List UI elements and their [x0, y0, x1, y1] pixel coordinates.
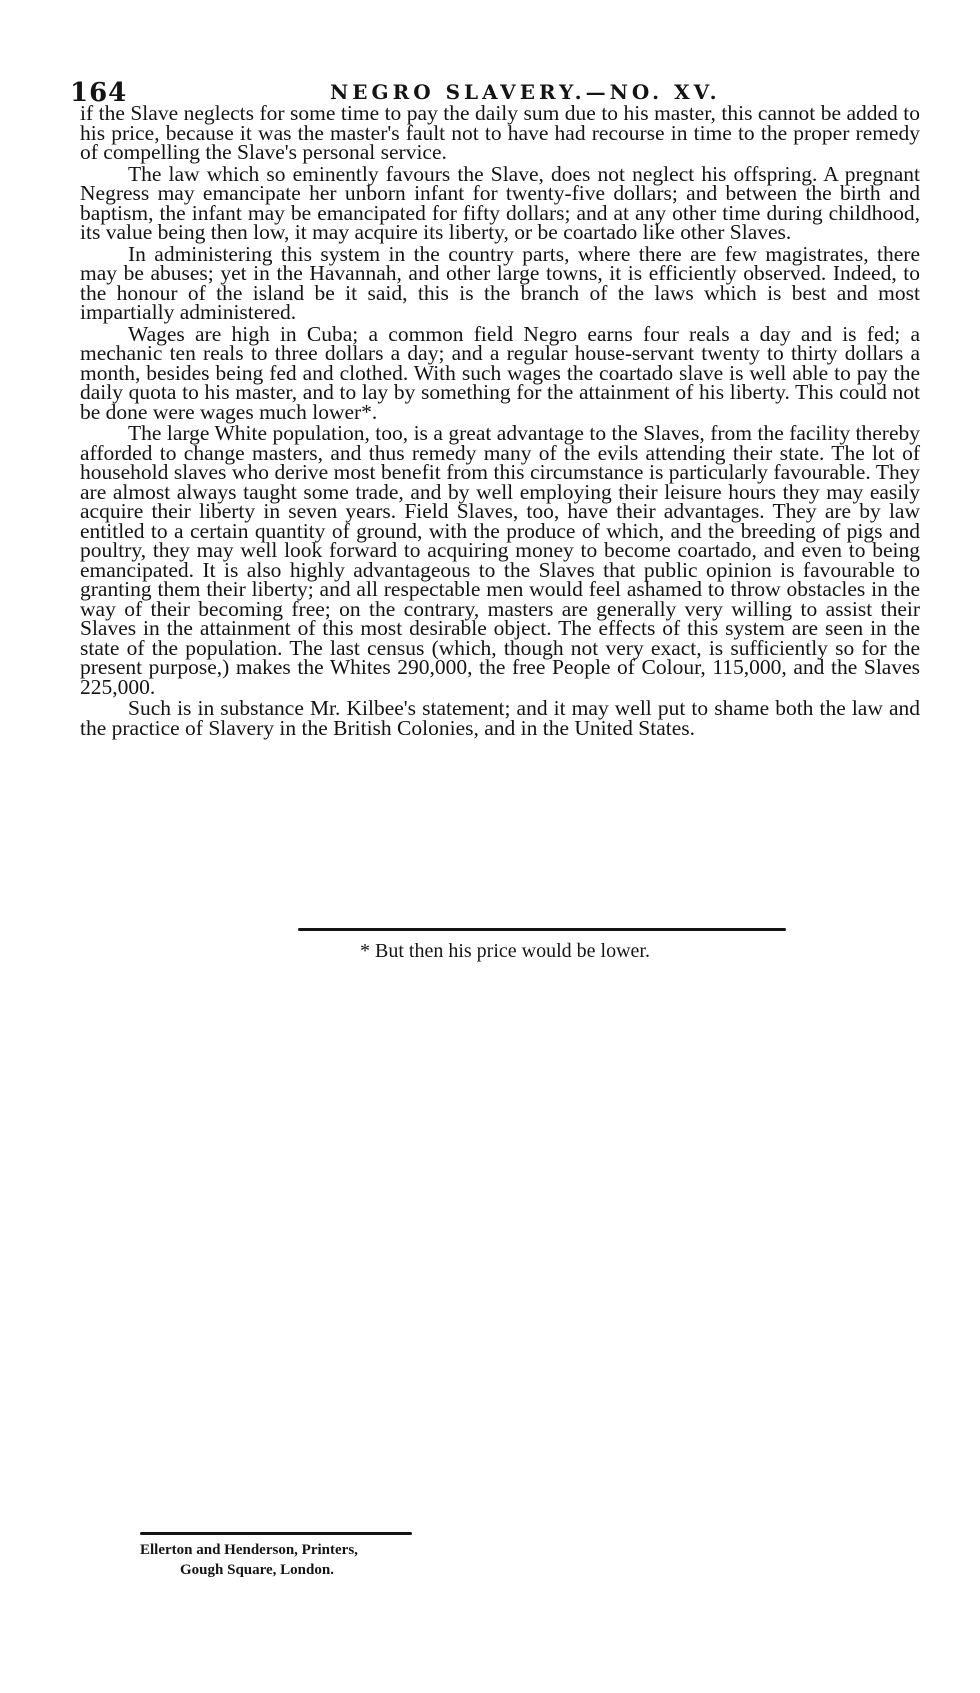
page-number: 164 [70, 78, 128, 108]
paragraph-wages: Wages are high in Cuba; a common field Negro earns four reals a day and is fed; a mechanic ten reals to three dollars a day; and a regular house-servant twenty to thirty dollars a month, besides being fed and clothed. With such wages the coartado slave is well able to pay the daily quota to his master, and to lay by something for the attainment of his liberty. This could not be done were wages much lower*. [80, 321, 920, 424]
paragraph-white-population: The large White population, too, is a great advantage to the Slaves, from the facility thereby afforded to change masters, and thus remedy many of the evils attending their state. The lot of household slaves who derive most benefit from this circumstance is particularly favourable. They are almost always taught some trade, and by well employing their leisure hours they may easily acquire their liberty in seven years. Field Slaves, too, have their advantages. They are by law entitled to a certain quantity of ground, with the produce of which, and the breeding of pigs and poultry, they may well look forward to acquiring money to become coartado, and even to being emancipated. It is also highly advantageous to the Slaves that public opinion is favourable to granting them their liberty; and all respectable men would feel ashamed to throw obstacles in the way of their becoming free; on the contrary, masters are generally very willing to assist their Slaves in the attainment of this most desirable object. The effects of this system are seen in the state of the population. The last census (which, though not very exact, is sufficiently so for the present purpose,) makes the Whites 290,000, the free People of Colour, 115,000, and the Slaves 225,000. [80, 421, 920, 699]
imprint-rule [140, 1532, 412, 1535]
paragraph-offspring: The law which so eminently favours the Slave, does not neglect his offspring. A pregnant Negress may emancipate her unborn infant for twenty-five dollars; and between the birth and baptism, the infant may be emancipated for fifty dollars; and at any other time during childhood, its value being then low, it may acquire its liberty, or be coartado like other Slaves. [80, 161, 920, 244]
imprint-line-address: Gough Square, London. [180, 1562, 334, 1578]
paragraph-continuation: if the Slave neglects for some time to pay the daily sum due to his master, this cannot be added to his price, because it was the master's fault not to have had recourse in time to the proper remedy of compelling the Slave's personal service. [80, 101, 920, 164]
body-text [80, 101, 920, 740]
footnote: * But then his price would be lower. [360, 940, 650, 962]
footnote-rule [298, 928, 786, 931]
paragraph-conclusion: Such is in substance Mr. Kilbee's statement; and it may well put to shame both the law and the practice of Slavery in the British Colonies, and in the United States. [80, 696, 920, 740]
paragraph-administration: In administering this system in the country parts, where there are few magistrates, there may be abuses; yet in the Havannah, and other large towns, it is efficiently observed. Indeed, to the honour of the island be it said, this is the branch of the laws which is best and most impartially administered. [80, 241, 920, 324]
running-title: NEGRO SLAVERY.—NO. XV. [330, 80, 721, 104]
printer-imprint [140, 1540, 430, 1580]
imprint-line-printers: Ellerton and Henderson, Printers, [140, 1542, 358, 1558]
